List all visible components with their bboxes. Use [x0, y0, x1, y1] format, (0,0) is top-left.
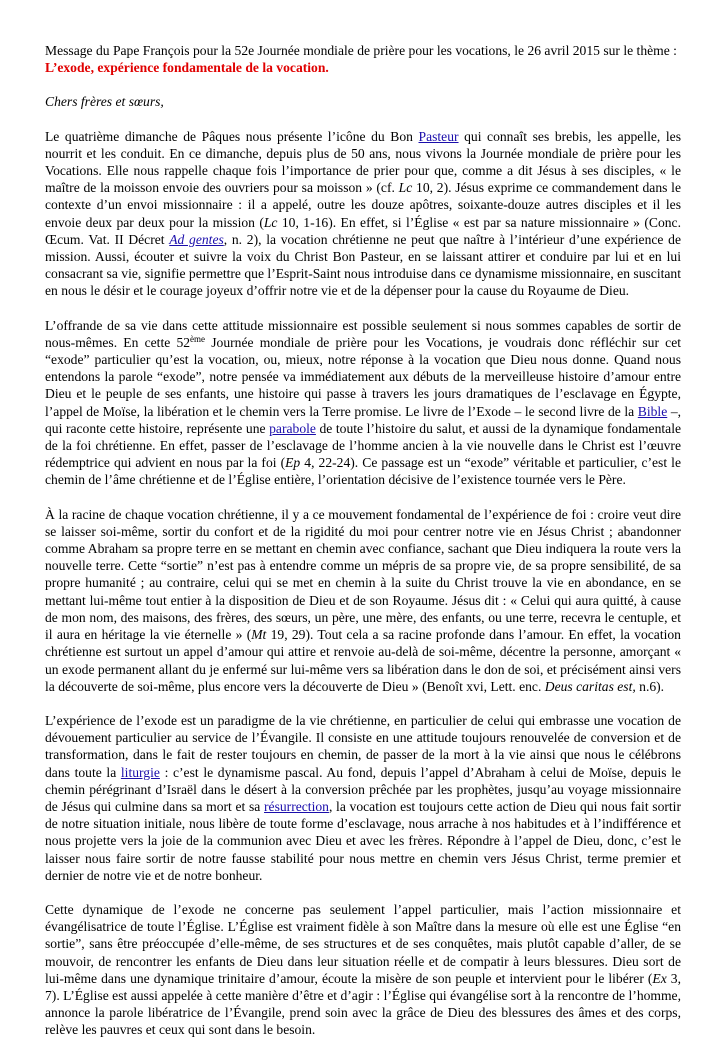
p1-text-5: , n. 2), la vocation chrétienne ne peut que naître à l’intérieur d’une expérience de mission. Aussi, écouter et suivre la voix du Christ Bon Pasteur, en se laissant attirer et conduire par lui et en lui consacrant sa vie, signifie permettre que l’Esprit-Saint nous introduise dans ce dynamisme missionnaire, en suscitant en nous le désir et le courage joyeux d’offrir notre vie et de la dépenser pour la cause du Royaume de Dieu.: [45, 231, 681, 299]
p1-ref-2: Lc: [263, 214, 278, 230]
p1-text-3: 10, 2). Jésus exprime ce commandement dans le contexte d’un envoi missionnaire : il a appelé, outre les douze apôtres, soixante-douze autres disciples et il les envoie deux par deux pour la mission (: [45, 180, 681, 230]
p1-ref-1: Lc: [398, 180, 413, 196]
link-resurrection[interactable]: résurrection: [264, 798, 329, 814]
link-parabole[interactable]: parabole: [269, 420, 316, 436]
link-liturgie[interactable]: liturgie: [120, 764, 160, 780]
p5-text-2: 3, 7). L’Église est aussi appelée à cette manière d’être et d’agir : l’Église qui évangélise sort à la rencontre de l’homme, annonce la parole libératrice de l’Évangile, prend soin avec la grâce de Dieu des blessures des âmes et des corps, relève les pauvres et ceux qui sont dans le besoin.: [45, 970, 681, 1038]
p4-text-2: : c’est le dynamisme pascal. Au fond, depuis l’appel d’Abraham à celui de Moïse, depuis le chemin pérégrinant d’Israël dans le désert à la conversion prêchée par les prophètes, jusqu’au voyage missionnaire de Jésus qui culmine dans sa mort et sa: [45, 764, 682, 814]
p5-text-1: Cette dynamique de l’exode ne concerne pas seulement l’appel particulier, mais l’action missionnaire et évangélisatrice de toute l’Église. L’Église est vraiment fidèle à son Maître dans la mesure où elle est une Église “en sortie”, sans être préoccupée d’elle-même, de ses structures et de ses conquêtes, mais plutôt capable d’aller, de se mouvoir, de rencontrer les enfants de Dieu dans leur situation réelle et de compatir à leurs blessures. Dieu sort de lui-même dans une dynamique trinitaire d’amour, écoute la misère de son peuple et intervient pour le libérer (: [45, 901, 681, 986]
p3-text-2: 19, 29). Tout cela a sa racine profonde dans l’amour. En effet, la vocation chrétienne est surtout un appel d’amour qui attire et renvoie au-delà de soi-même, décentre la personne, amorçant « un exode permanent allant du je enfermé sur lui-même vers sa libération dans le don de soi, et précisément ainsi vers la découverte de soi-même, plus encore vers la découverte de Dieu » (Benoît xvi, Lett. enc.: [45, 627, 681, 694]
p1-text-2: qui connaît ses brebis, les appelle, les nourrit et les conduit. En ce dimanche, depuis plus de 50 ans, nous vivons la Journée mondiale de prière pour les Vocations. Elle nous rappelle chaque fois l’importance de prier pour que, comme a dit Jésus à ses disciples, « le maître de la moisson envoie des ouvriers pour sa moisson » (cf.: [45, 128, 681, 196]
p2-text-5: 4, 22-24). Ce passage est un “exode” véritable et particulier, c’est le chemin de l’âme chrétienne et de l’Église entière, l’orientation décisive de l’existence tournée vers le Père.: [45, 455, 681, 488]
p2-text-3: –, qui raconte cette histoire, représente une: [45, 403, 682, 436]
document-header: [45, 42, 681, 76]
p4-text-1: L’expérience de l’exode est un paradigme de la vie chrétienne, en particulier de celui qui embrasse une vocation de dévouement particulier au service de l’Évangile. Il consiste en une attitude toujours renouvelée de conversion et de transformation, dans le fait de rester toujours en chemin, de passer de la mort à la vie ainsi que nous le célébrons dans toute la: [45, 712, 681, 780]
p1-text-4: 10, 1-16). En effet, si l’Église « est par sa nature missionnaire » (Conc. Œcum. Vat. II Décret: [45, 214, 681, 247]
p3-text-3: n.6).: [635, 678, 665, 694]
p1-text-1: Le quatrième dimanche de Pâques nous présente l’icône du Bon: [45, 128, 419, 144]
salutation: Chers frères et sœurs,: [45, 94, 164, 110]
paragraph-3: [45, 506, 681, 695]
paragraph-4: [45, 712, 681, 884]
link-ad-gentes-label: Ad gentes: [169, 231, 224, 247]
p2-text-2: Journée mondiale de prière pour les Vocations, je voudrais donc réfléchir sur cet “exode” particulier qu’est la vocation, ou, mieux, notre réponse à la vocation que Dieu nous donne. Quand nous entendons la parole “exode”, notre pensée va immédiatement aux débuts de la merveilleuse histoire d’amour entre Dieu et le peuple de ses enfants, une histoire qui passe à travers les jours dramatiques de l’esclavage en Égypte, l’appel de Moïse, la libération et le chemin vers la Terre promise. Le livre de l’Exode – le second livre de la: [45, 334, 682, 419]
link-ad-gentes[interactable]: [169, 232, 224, 247]
ordinal-superscript: ème: [190, 333, 206, 344]
p3-text-1: À la racine de chaque vocation chrétienne, il y a ce mouvement fondamental de l’expérience de foi : croire veut dire se laisser soi-même, sortir du confort et de la rigidité du moi pour centrer notre vie en Jésus Christ ; abandonner comme Abraham sa propre terre en se mettant en chemin avec confiance, sachant que Dieu indiquera la route vers la nouvelle terre. Cette “sortie” n’est pas à entendre comme un mépris de sa propre vie, de sa propre sensibilité, de sa propre humanité ; au contraire, celui qui se met en chemin à la suite du Christ trouve la vie en abondance, en se mettant lui-même tout entier à la disposition de Dieu et de son Royaume. Jésus dit : « Celui qui aura quitté, à cause de mon nom, des maisons, des frères, des sœurs, un père, une mère, des enfants, ou une terre, recevra le centuple, et il aura en héritage la vie éternelle » (: [45, 506, 681, 643]
paragraph-2: [45, 317, 681, 489]
paragraph-5: [45, 901, 681, 1039]
p3-ref-title: Deus caritas est,: [544, 678, 636, 694]
p2-text-1: L’offrande de sa vie dans cette attitude missionnaire est possible seulement si nous sommes capables de sortir de nous-mêmes. En cette 52: [45, 317, 681, 350]
p4-text-3: , la vocation est toujours cette action de Dieu qui nous fait sortir de notre situation initiale, nous libère de toute forme d’esclavage, nous arrache à nos habitudes et à l’indifférence et nous projette vers la joie de la communion avec Dieu et avec les frères. Répondre à l’appel de Dieu, donc, c’est le laisser nous faire sortir de notre fausse stabilité pour nous mettre en chemin vers Jésus Christ, terme premier et dernier de notre vie et de notre bonheur.: [45, 798, 681, 883]
header-intro: Message du Pape François pour la 52e Journée mondiale de prière pour les vocations, le 26 avril 2015 sur le thème :: [45, 43, 677, 58]
document-title: L’exode, expérience fondamentale de la vocation.: [45, 60, 329, 76]
p2-text-4: de toute l’histoire du salut, et aussi de la dynamique fondamentale de la foi chrétienne. En effet, passer de l’esclavage de l’homme ancien à la vie nouvelle dans le Christ est l’œuvre rédemptrice qui advient en nous par la foi (: [45, 420, 682, 471]
p3-ref: Mt: [251, 627, 267, 643]
paragraph-1: [45, 128, 681, 300]
link-bible[interactable]: Bible: [637, 403, 668, 419]
link-pasteur[interactable]: Pasteur: [418, 128, 459, 144]
p2-ref: Ep: [285, 455, 301, 471]
document-page: [45, 42, 681, 1039]
p5-ref: Ex: [652, 970, 667, 986]
